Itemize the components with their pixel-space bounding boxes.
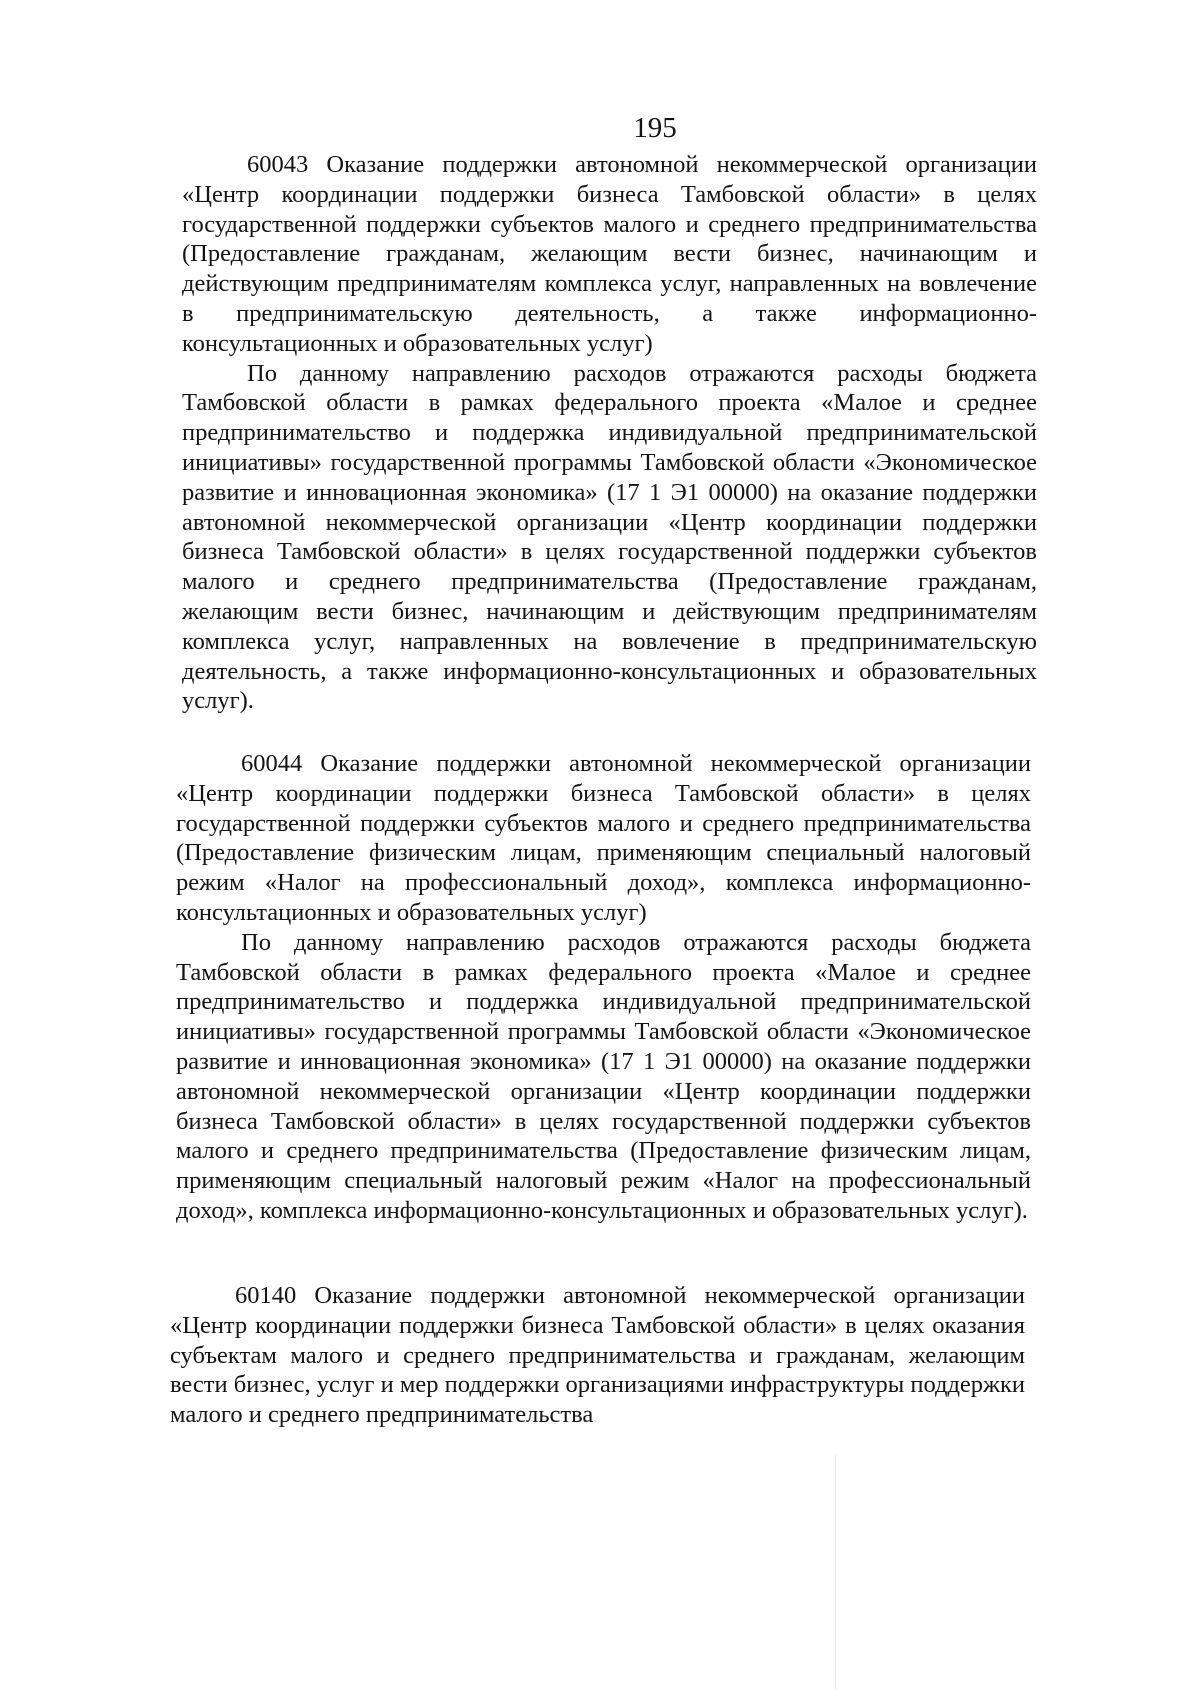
section-60140 bbox=[170, 1281, 1025, 1430]
section-60043 bbox=[182, 150, 1037, 716]
section-60044 bbox=[176, 749, 1031, 1226]
section-body: По данному направлению расходов отражаются расходы бюджета Тамбовской области в рамках федерального проекта «Малое и среднее предпринимательство и поддержка индивидуальной предпринимательской инициативы» государственной программы Тамбовской области «Экономическое развитие и инновационная экономика» (17 1 Э1 00000) на оказание поддержки автономной некоммерческой организации «Центр координации поддержки бизнеса Тамбовской области» в целях государственной поддержки субъектов малого и среднего предпринимательства (Предоставление физическим лицам, применяющим специальный налоговый режим «Налог на профессиональный доход», комплекса информационно-консультационных и образовательных услуг). bbox=[176, 928, 1031, 1224]
scan-artifact-line bbox=[835, 1455, 836, 1690]
section-heading: 60044 Оказание поддержки автономной некоммерческой организации «Центр координации поддержки бизнеса Тамбовской области» в целях государственной поддержки субъектов малого и среднего предпринимательства (Предоставление физическим лицам, применяющим специальный налоговый режим «Налог на профессиональный доход», комплекса информационно-консультационных и образовательных услуг) bbox=[176, 750, 1031, 926]
page-number: 195 bbox=[633, 112, 677, 144]
section-body: По данному направлению расходов отражаются расходы бюджета Тамбовской области в рамках федерального проекта «Малое и среднее предпринимательство и поддержка индивидуальной предпринимательской инициативы» государственной программы Тамбовской области «Экономическое развитие и инновационная экономика» (17 1 Э1 00000) на оказание поддержки автономной некоммерческой организации «Центр координации поддержки бизнеса Тамбовской области» в целях государственной поддержки субъектов малого и среднего предпринимательства (Предоставление гражданам, желающим вести бизнес, начинающим и действующим предпринимателям комплекса услуг, направленных на вовлечение в предпринимательскую деятельность, а также информационно-консультационных и образовательных услуг). bbox=[182, 359, 1037, 715]
section-heading: 60043 Оказание поддержки автономной некоммерческой организации «Центр координации поддержки бизнеса Тамбовской области» в целях государственной поддержки субъектов малого и среднего предпринимательства (Предоставление гражданам, желающим вести бизнес, начинающим и действующим предпринимателям комплекса услуг, направленных на вовлечение в предпринимательскую деятельность, а также информационно-консультационных и образовательных услуг) bbox=[182, 151, 1037, 357]
section-heading: 60140 Оказание поддержки автономной некоммерческой организации «Центр координации поддержки бизнеса Тамбовской области» в целях оказания субъектам малого и среднего предпринимательства и гражданам, желающим вести бизнес, услуг и мер поддержки организациями инфраструктуры поддержки малого и среднего предпринимательства bbox=[170, 1282, 1025, 1429]
